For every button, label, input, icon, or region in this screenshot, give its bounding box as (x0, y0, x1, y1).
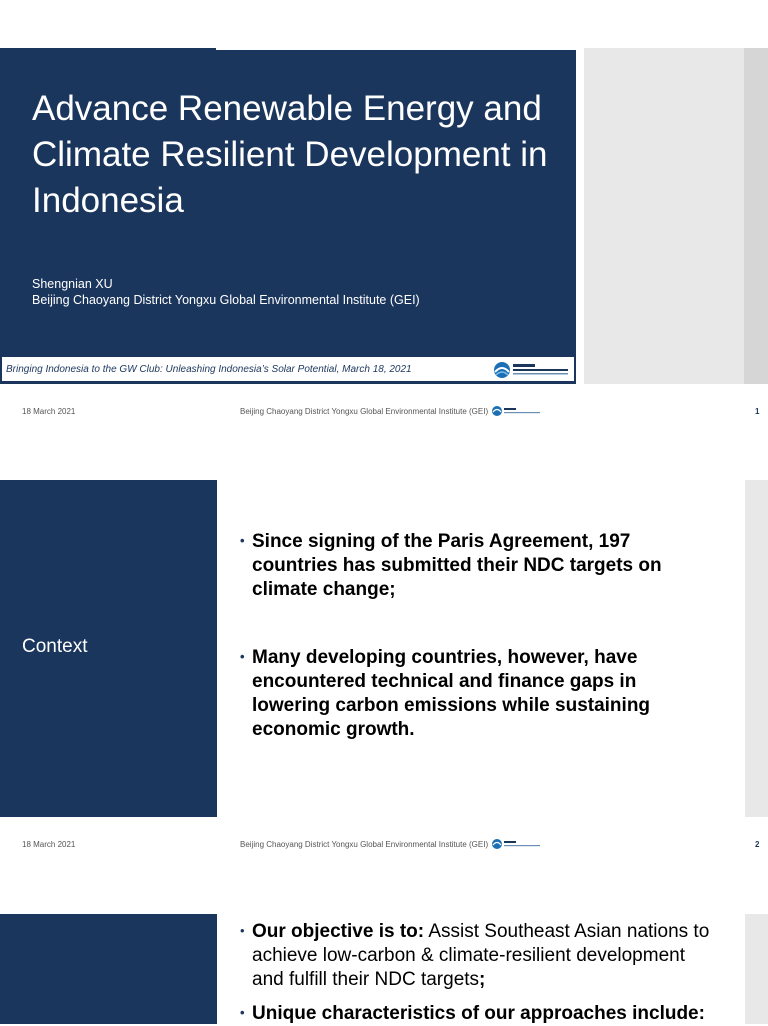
slide2-bullet-1 (240, 530, 710, 602)
slide1-side-gray (584, 48, 744, 384)
slide2-heading: Context (22, 636, 88, 657)
footer2-page-number: 2 (755, 840, 760, 849)
slide1-side-gray-dark (744, 48, 768, 384)
gei-logo-icon (492, 360, 572, 380)
slide1-title: Advance Renewable Energy and Climate Resilient Development in Indonesia (32, 89, 548, 220)
slide3-bullet-2 (240, 1002, 740, 1026)
slide3-bullet-1-end: ; (479, 969, 486, 990)
slide2-bullet-2 (240, 646, 710, 742)
footer1-date: 18 March 2021 (22, 407, 76, 416)
slide2-side-gray (745, 480, 768, 817)
footer1-page-number: 1 (755, 407, 760, 416)
slide3-bullet-1 (240, 920, 720, 992)
slide3-bullet-1-text: Assist Southeast Asian nations to achieve low-carbon & climate-resilient development and fulfill their NDC targets (252, 921, 710, 990)
slide3-side-gray (745, 914, 768, 1024)
footer2-org: Beijing Chaoyang District Yongxu Global Environmental Institute (GEI) (240, 840, 489, 849)
slide3-bullet-2-text: Unique characteristics of our approaches include: (252, 1003, 705, 1024)
slide3-bullet-1-lead: Our objective is to: (252, 921, 425, 942)
gei-logo-icon (491, 405, 541, 417)
slide1-institution: Beijing Chaoyang District Yongxu Global Environmental Institute (GEI) (32, 293, 420, 307)
slide1-author: Shengnian XU (32, 277, 113, 291)
bullet-dot-icon: • (240, 1005, 245, 1020)
bullet-dot-icon: • (240, 649, 245, 664)
bullet-dot-icon: • (240, 533, 245, 548)
footer1-org: Beijing Chaoyang District Yongxu Global Environmental Institute (GEI) (240, 407, 489, 416)
slide2-bullet-2-text: Many developing countries, however, have encountered technical and finance gaps in lowering carbon emissions while sustaining economic growth. (252, 647, 651, 740)
slide1-top-notch (216, 45, 576, 50)
gei-logo-icon (491, 838, 541, 850)
slide3-side-panel (0, 914, 217, 1024)
slide2-bullet-1-text: Since signing of the Paris Agreement, 197 countries has submitted their NDC targets on climate change; (252, 531, 662, 600)
footer2-date: 18 March 2021 (22, 840, 76, 849)
bullet-dot-icon: • (240, 923, 245, 938)
slide1-banner-text: Bringing Indonesia to the GW Club: Unleashing Indonesia’s Solar Potential, March 18, 2021 (6, 364, 412, 375)
